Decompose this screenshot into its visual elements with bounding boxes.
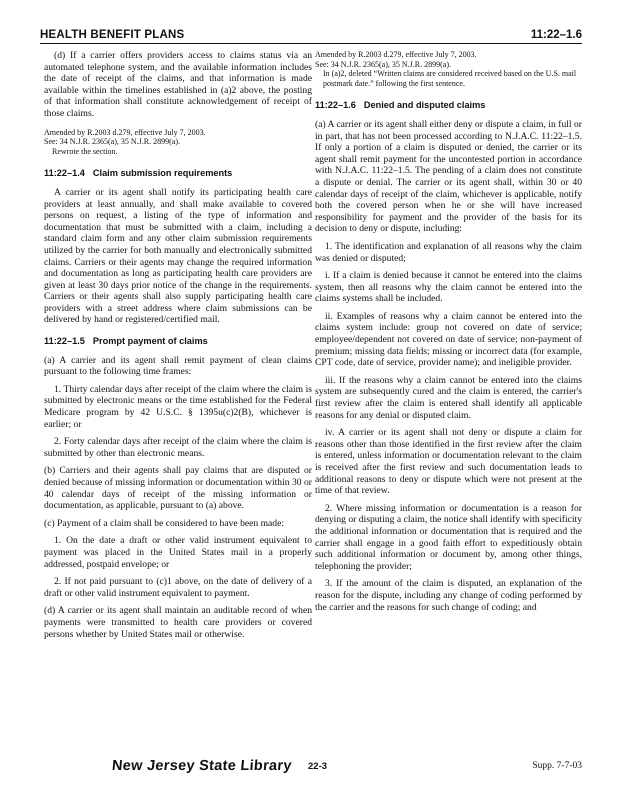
paragraph-a1: 1. The identification and explanation of all reasons why the claim was denied or disputed;: [315, 240, 582, 264]
page-number: 22-3: [308, 761, 328, 772]
paragraph-a1-iii: iii. If the reasons why a claim cannot be entered into the claims system are subsequently cured and the claim is entered, the carrier's first review after the claim is entered shall identify all applicable reasons for any denial or disputed claim.: [315, 374, 582, 421]
paragraph-b: (b) Carriers and their agents shall pay claims that are disputed or denied because of missing information or documentation within 30 or 40 calendar days of receipt of the missing information or documentation, as applicable, pursuant to (a) above.: [44, 465, 312, 512]
section-number: 11:22–1.5: [44, 336, 85, 347]
amendment-line: See: 34 N.J.R. 2365(a), 35 N.J.R. 2899(a).: [44, 137, 180, 147]
amendment-note-1-4: [44, 128, 312, 157]
section-title: Prompt payment of claims: [92, 336, 208, 347]
section-title: Claim submission requirements: [92, 168, 233, 179]
claim-submission-text: A carrier or its agent shall notify its participating health care providers at least annually, and shall make available to covered persons on request, a listing of the type of information and documentation that must be submitted with a claim, including a standard claim form and any other claim submission requirements utilized by the carrier for both manually and electronically submitted claims. Carriers or their agents may change the required information and documentation as long as participating health care providers are given at least 30 days prior notice of the change in the requirements. Carriers or their agents shall also supply participating health care providers with a street address where claim submissions can be delivered by hand or registered/certified mail.: [44, 186, 312, 326]
running-header: [40, 27, 582, 44]
paragraph-a: (a) A carrier and its agent shall remit payment of clean claims pursuant to the following time frames:: [44, 354, 312, 378]
paragraph-d-automated-claims: (d) If a carrier offers providers access to claims status via an automated telephone system, and the available information includes the date of receipt of the claims, and that information is made available within the timelines established in (a)2 above, the posting of that information shall constitute acknowledgement of receipt of those claims.: [44, 50, 312, 119]
amendment-line: Amended by R.2003 d.279, effective July 7, 2003.: [44, 127, 206, 137]
paragraph-a2: 2. Forty calendar days after receipt of the claim where the claim is submitted by other than electronic means.: [44, 436, 312, 459]
paragraph-a3: 3. If the amount of the claim is disputed, an explanation of the reason for the dispute, including any change of coding performed by the carrier and the reasons for such change of coding; and: [315, 578, 582, 613]
paragraph-a: (a) A carrier or its agent shall either deny or dispute a claim, in full or in part, that has not been processed according to N.J.A.C. 11:22–1.5. If only a portion of a claim is disputed or denied, the carrier or its agent shall remit payment for the uncontested portion in accordance with N.J.A.C. 11:22–1.5. The pending of a claim does not constitute a dispute or denial. The carrier or its agent shall, within 30 or 40 calendar days of receipt of the claim, whichever is applicable, notify both the covered person when he or she will have increased responsibility for payment and the provider of the basis for its decision to deny or dispute, including:: [315, 118, 582, 235]
paragraph-d: (d) A carrier or its agent shall maintain an auditable record of when payments were transmitted to health care providers or covered persons whether by United States mail or otherwise.: [44, 605, 312, 640]
section-number: 11:22–1.6: [315, 100, 356, 111]
supplement-date: Supp. 7-7-03: [532, 761, 582, 771]
amendment-line: Amended by R.2003 d.279, effective July 7, 2003.: [315, 50, 477, 59]
paragraph-c2: 2. If not paid pursuant to (c)1 above, on the date of delivery of a draft or other valid instrument equivalent to payment.: [44, 576, 312, 599]
section-title: Denied and disputed claims: [363, 100, 486, 111]
amendment-line: In (a)2, deleted “Written claims are considered received based on the U.S. mail postmark date.” following the first sentence.: [323, 69, 577, 88]
amendment-line: See: 34 N.J.R. 2365(a), 35 N.J.R. 2899(a).: [315, 59, 451, 69]
paragraph-a1-iv: iv. A carrier or its agent shall not deny or dispute a claim for reasons other than those identified in the first review after the claim is entered, unless information or documentation relevant to the claim is received after the first review and such documentation leads to additional reasons to deny or dispute which were not present at the time of that review.: [315, 427, 582, 497]
paragraph-a1-ii: ii. Examples of reasons why a claim cannot be entered into the claims system include: group not covered on date of service; employee/dependent not covered on date of service; non-payment of premium; missing data fields; missing or incorrect data (for example, CPT code, date of service, provider name); and ineligible provider.: [315, 310, 582, 369]
library-watermark: New Jersey State Library: [111, 758, 293, 774]
paragraph-a2: 2. Where missing information or documentation is a reason for denying or disputing a claim, the notice shall identify with specificity the additional information or documentation that is required and the carrier shall engage in a good faith effort to expeditiously obtain such additional information or document by, among other things, telephoning the provider;: [315, 502, 582, 572]
amendment-line: Rewrote the section.: [52, 146, 118, 156]
header-section-number: 11:22–1.6: [530, 29, 582, 41]
paragraph-c1: 1. On the date a draft or other valid instrument equivalent to payment was placed in the United States mail in a properly addressed, postpaid envelope; or: [44, 535, 312, 570]
header-title: HEALTH BENEFIT PLANS: [40, 29, 185, 41]
left-column: [44, 50, 312, 646]
section-number: 11:22–1.4: [44, 168, 85, 179]
paragraph-c: (c) Payment of a claim shall be considered to have been made:: [44, 517, 285, 529]
page-footer: [40, 758, 582, 778]
paragraph-a1: 1. Thirty calendar days after receipt of the claim where the claim is submitted by electronic means or the time established for the Federal Medicare program by 42 U.S.C. § 1395u(c)2(B), whichever is earlier; or: [44, 383, 312, 430]
amendment-note-1-5: [315, 50, 582, 88]
right-column: [315, 50, 582, 619]
section-heading-1-4: [44, 168, 312, 180]
section-heading-1-6: [315, 100, 582, 112]
paragraph-a1-i: i. If a claim is denied because it cannot be entered into the claims system, then all reasons why the claim cannot be entered into the claims systems shall be included.: [315, 270, 582, 305]
section-heading-1-5: [44, 336, 312, 348]
